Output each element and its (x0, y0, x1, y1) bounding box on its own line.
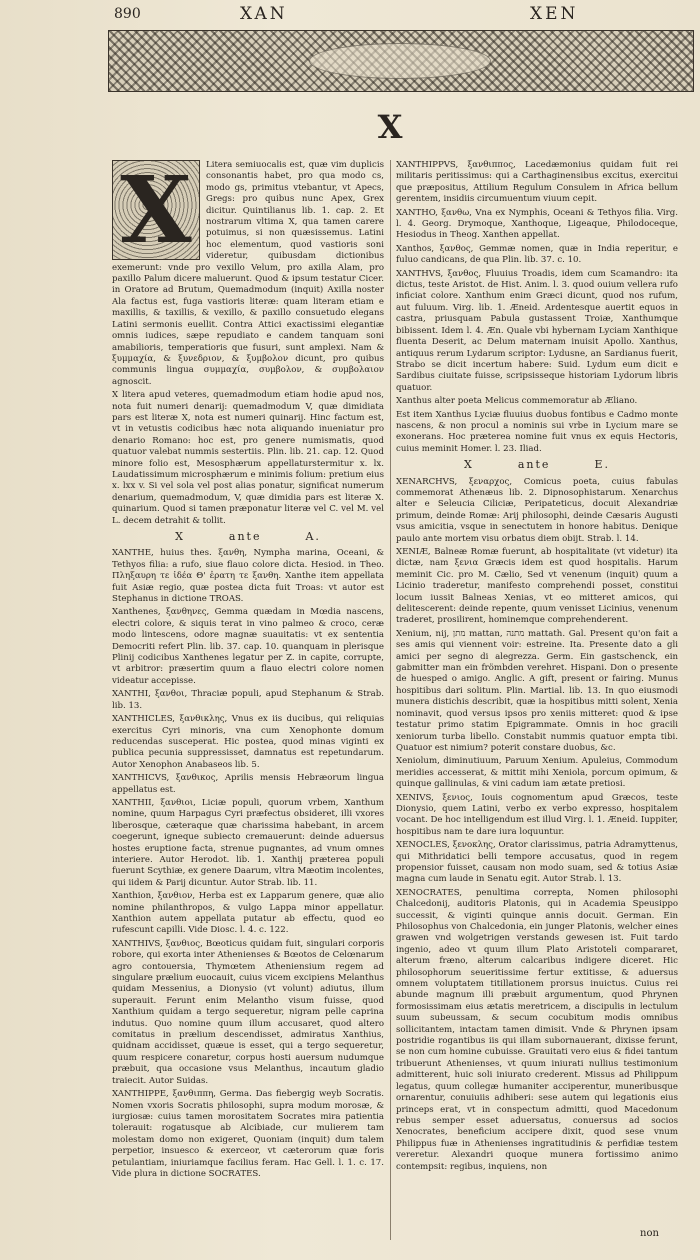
left-column (112, 156, 384, 1182)
page-number: 890 (114, 6, 141, 22)
right-column (396, 160, 678, 1175)
entry: XENIVS, ξενιος, Iouis cognomentum apud Græcos, teste Dionysio, quem Latini, verbo ex verbo expresso, hospitalem vocant. De hoc intelligendum est illud Virg. l. 1. Æneid. Iuppiter, hospitibus nam te dare iura loquuntur. (396, 792, 678, 837)
entry: XENOCLES, ξενοκλης, Orator clarissimus, patria Adramyttenus, qui Mithridatici belli tempore accusatus, quod in regem propensior fuisset, causam non modo suam, sed & totius Asiæ magna cum laude in Senatu egit. Autor Strab. l. 13. (396, 840, 678, 885)
entry: XANTHE, huius thes. ξανθη, Nympha marina, Oceani, & Tethyos filia: a rufo, siue flauo colore dicta. Hesiod. in Theo. Πληξαυρη τε ἰδέα Θ' ἐρατη τε ξανθη. Xanthe item appellata fuit Asiæ regio, quæ postea dicta fuit Troas: vt autor est Stephanus in dictione TROAS. (112, 548, 384, 605)
intro-paragraph: Litera semiuocalis est, quæ vim duplicis consonantis habet, pro qua modo cs, modo gs, primitus vtebantur, vt Apecs, Gregs: pro quibus nunc Apex, Grex dicitur. Quintilianus lib. 1. cap. 2. Et nostrarum vltima X, qua tamen carere potuimus, si non quæsissemus. Latini hoc elementum, quod vastioris soni videretur, quibusdam dictionibus exemerunt: vnde pro vexillo Velum, pro axilla Alam, pro paxillo Palum dicere maluerunt. Quod & ipsum testatur Cicer. in Oratore ad Brutum, Quemadmodum (inquit) Axilla noster Ala factus est, fuga vastioris literæ: quam literam etiam e maxillis, & taxillis, & vexillo, & paxillo consuetudo elegans Latini sermonis euellit. Contra Attici exactissimi elegantiæ omnis iudices, sæpe repudiato e candem tanquam soni amabilioris, temperatioris que fusuri, sunt amplexi. Nam & ξυμμαχία, & ξυνεδριον, & ξυμβολον dicunt, pro quibus communis lingua συμμαχία, συμβολον, & συμβολαιον agnoscit. (112, 160, 384, 387)
entry: Xanthos, ξανθος, Gemmæ nomen, quæ in India reperitur, e fuluo candicans, de qua Plin. lib. 37. c. 10. (396, 243, 678, 266)
running-head-right: XEN (530, 4, 579, 24)
numeral-paragraph: X litera apud veteres, quemadmodum etiam hodie apud nos, nota fuit numeri denarij: quemadmodum V, quæ dimidiata pars est literæ X, nota est numeri quinarij. Hinc factum est, vt in vetustis codicibus hæc nota aliquando inueniatur pro denario Romano: hoc est, pro genere numismatis, quod quatuor valebat nummis sestertiis. Plin. lib. 21. cap. 12. Quod minore folio est, Mesosphærum appellaturstermitur x. lx. Laudatissimum microsphærum e minimis folium: pretium eius x. lxx v. Si vel sola vel post alias ponatur, significat numerum denarium, quemadmodum, V, quæ dimidia pars est literæ X. quinarium. Quod si tamen præponatur literæ vel C. vel M. vel L. decem detrahit & tollit. (112, 390, 384, 526)
catchword: non (640, 1228, 659, 1239)
decorative-headpiece (108, 30, 694, 92)
entry: Xanthenes, ξανθηνες, Gemma quædam in Mœdia nascens, electri colore, & siquis terat in vino palmeo & croco, ceræ modo lintescens, odore magnæ suauitatis: vt ex sententia Democriti refert Plin. lib. 37. cap. 10. quanquam in plerisque Plinij codicibus Xanthenes legatur per Z. in capite, corrupte, vt arbitror: præsertim quum a flauo electri colore nomen videatur accepisse. (112, 607, 384, 686)
section-heading: X (377, 108, 403, 146)
entry: XANTHVS, ξανθος, Fluuius Troadis, idem cum Scamandro: ita dictus, teste Aristot. de Hist. Anim. l. 3. quod ouium vellera rufo inficiat colore. Xanthum enim Græci dicunt, quod nos rufum, aut fuluum. Virg. lib. 1. Æneid. Ardentesque auertit equos in castra, priusquam Pabula gustassent Troiæ, Xanthumque bibissent. Idem l. 4. Æn. Quale vbi hybernam Lyciam Xanthique fluenta Deserit, ac Delum maternam inuisit Apollo. Xanthus, antiquus rerum Lydarum scriptor: Lydusne, an Sardianus fuerit, Strabo se dicit incertum habere: Suid. Lydum eum dicit e Sardibus ciuitate fuisse, scripsisseque historiam Lydorum libris quatuor. (396, 268, 678, 393)
entry: Xanthion, ξανθιον, Herba est ex Lapparum genere, quæ alio nomine philanthropos, & vulgo Lappa minor appellatur. Xanthion autem appellata putatur ab effectu, quod eo rufescunt capilli. Vide Diosc. l. 4. c. 122. (112, 891, 384, 936)
entry: Est item Xanthus Lyciæ fluuius duobus fontibus e Cadmo monte nascens, & non procul a nominis sui vrbe in Lycium mare se exonerans. Hoc præterea nomine fuit vnus ex equis Hectoris, cuius meminit Homer. l. 23. Iliad. (396, 409, 678, 454)
entry: XANTHIPPVS, ξανθιππος, Lacedæmonius quidam fuit rei militaris peritissimus: qui a Carthaginensibus excitus, exercitui que præpositus, Attilium Regulum Consulem in Africa bellum gerentem, insidiis circumuentum viuum cepit. (396, 160, 678, 205)
entry: Xanthus alter poeta Melicus commemoratur ab Æliano. (396, 396, 638, 407)
entry: XENIÆ, Balneæ Romæ fuerunt, ab hospitalitate (vt videtur) ita dictæ, nam ξενια Græcis idem est quod hospitalis. Harum meminit Cic. pro M. Cælio, Sed vt venenum (inquit) quum a Licinio traderetur, manifesto comprehendi posset, constitui locum iussit Balneas Xenias, vt eo mitteret amicos, qui delitescerent: deinde repente, quum venisset Licinius, venenum traderet, prosilirent, hominemque comprehenderent. (396, 547, 678, 626)
entry: XANTHIPPE, ξανθιππη, Germa. Das fiebergig weyb Socratis. Nomen vxoris Socratis philosophi, supra modum morosæ, & iurgiosæ: cuius tamen morositatem Socrates mira patientia tolerauit: rogatusque ab Alcibiade, cur mulierem tam molestam domo non exigeret, Quoniam (inquit) dum talem perpetior, insuesco & exerceor, vt cæterorum quæ foris petulantiam, iniuriamque facilius feram. Hac Gell. l. 1. c. 17. Vide plura in dictione SOCRATES. (112, 1089, 384, 1179)
entry: XANTHICVS, ξανθικος, Aprilis mensis Hebræorum lingua appellatus est. (112, 773, 384, 795)
column-divider (390, 160, 391, 1240)
entry: Xeniolum, diminutiuum, Paruum Xenium. Apuleius, Commodum meridies accesserat, & mittit mihi Xeniola, porcum opimum, & quinque gallinulas, & vini cadum iam ætate pretiosi. (396, 756, 678, 790)
running-head (0, 4, 700, 28)
entry: XANTHICLES, ξανθικλης, Vnus ex iis ducibus, qui reliquias exercitus Cyri minoris, vna cum Xenophonte domum reducendas susceperat. Hic postea, quod minas viginti ex publica pecunia suppressisset, damnatus est repetundarum. Autor Xenophon Anabaseos lib. 5. (112, 714, 384, 770)
subhead-x-ante-e: X ante E. (464, 458, 610, 472)
entry: XANTHIVS, ξανθιος, Bœoticus quidam fuit, singulari corporis robore, qui exorta inter Athenienses & Bœotos de Celœnarum agro contouersia, Thymœtem Atheniensium regem ad singulare prælium euocauit, cuius vicem excipiens Melanthus quidam Messenius, a Dionysio (vt volunt) adiutus, illum superauit. Ferunt enim Melantho visum fuisse, quod Xanthium quidam a tergo sequeretur, nigram pelle caprina indutus. Quo nomine quum illum accusaret, quod altero comitatus in prælium descendisset, admiratus Xanthius, quidnam accidisset, quæue is esset, qui a tergo sequeretur, quum respicere conaretur, corpus hosti auersum nudumque præbuit, qua occasione vsus Melanthus, incautum gladio traiecit. Autor Suidas. (112, 938, 384, 1086)
initial-letter: X (120, 156, 192, 264)
subhead-x-ante-a: X ante A. (175, 530, 321, 543)
entry: XANTHI, ξανθοι, Thraciæ populi, apud Stephanum & Strab. lib. 13. (112, 689, 384, 711)
running-head-left: XAN (240, 4, 288, 24)
headpiece-medallion (309, 43, 491, 79)
entry: Xenium, nij, מתן mattan, מתנה mattath. Gal. Present qu'on fait a ses amis qui viennent voir: estreine. Ita. Presente dato a gli amici per segno di alegrezza. Germ. Ein gastschenck, ein gabmitter man ein frömbden verehret. Hispani. Don o presente de huesped o amigo. Anglic. A gift, present or fairing. Munus hospitibus dari solitum. Plin. Martial. lib. 13. In quo eiusmodi munera distichis describit, quæ ia hospitibus mitti solent, Xenia nominavit, quod versus ipsos pro xeniis mitteret: quod & ipse testatur primo statim Epigrammate. Omnis in hoc gracili xeniorum turba libello. Constabit nummis quatuor empta tibi. Quatuor est nimium? poterit constare duobus, &c. (396, 628, 678, 753)
entry: XENARCHVS, ξεναρχος, Comicus poeta, cuius fabulas commemorat Athenæus lib. 2. Dipnosophistarum. Xenarchus alter e Seleucia Ciliciæ, Peripateticus, docuit Alexandriæ primum, deinde Romæ: Arij philosophi, deinde Cæsaris Augusti vsus amicitia, vsque in senectutem in honore habitus. Denique paulo ante mortem visu orbatus diem obijt. Strab. l. 14. (396, 476, 678, 544)
entry: XANTHO, ξανθω, Vna ex Nymphis, Oceani & Tethyos filia. Virg. l. 4. Georg. Drymoque, Xanthoque, Ligeaque, Philodoceque, Hesiodus in Theog. Xanthen appellat. (396, 207, 678, 241)
entry: XENOCRATES, penultima correpta, Nomen philosophi Chalcedonij, auditoris Platonis, qui in Academia Speusippo successit, & viginti quinque annis docuit. German. Ein Philosophus von Chalcedonia, ein junger Platonis, welcher eines grawen vnd wolgetrigen verstands gewesen ist. Fuit tardo ingenio, adeo vt quum illum Plato Aristoteli compararet, alterum fræno, alterum calcaribus indigere diceret. Hic philosophorum seueritissime fertur extitisse, & aduersus omnem voluptatem titillationem prorsus inuictus. Cuius rei abunde magnum illi præbuit argumentum, quod Phrynen formosissimam eius ætatis meretricem, a discipulis in lectulum suum subeussam, & secum cocubitum modis omnibus sollicitantem, intactam tamen dimisit. Vnde & Phrynen ipsam postridie rogantibus iis qui illam subornauerant, dixisse ferunt, se non cum homine cubuisse. Grauitati vero eius & fidei tantum tribuerunt Athenienses, vt quum iniurati nullius testimonium admitterent, huic soli iniurato crederent. Missus ad Philippum legatus, quum collegæ humaniter acciperentur, muneribusque ornarentur, conuiuiis adhiberi: sese autem qui legationis eius princeps erat, vt in conspectum admitti, quod Macedonum rebus semper esset aduersatus, conuersus ad socios Xenocrates, beneficium accipere dixit, quod sese vnum Philippus fuæ in Athenienses ingratitudinis & perfidiæ testem vereretur. Alexandri quoque munera fortissimo animo contempsit: regibus, inquiens, non (396, 887, 678, 1172)
entry: XANTHII, ξανθιοι, Liciæ populi, quorum vrbem, Xanthum nomine, quum Harpagus Cyri præfectus obsideret, illi vxores liberosque, cæteraque quæ charissima habebant, in arcem coegerunt, igneque subiecto cremauerunt: deinde aduersus hostes eruptione facta, strenue pugnantes, ad vnum omnes interiere. Autor Herodot. lib. 1. Xanthij præterea populi fuerunt Scythiæ, ex genere Daarum, vltra Mæotim incolentes, qui iidem & Parij dicuntur. Autor Strab. lib. 11. (112, 797, 384, 888)
decorated-initial (112, 156, 200, 264)
